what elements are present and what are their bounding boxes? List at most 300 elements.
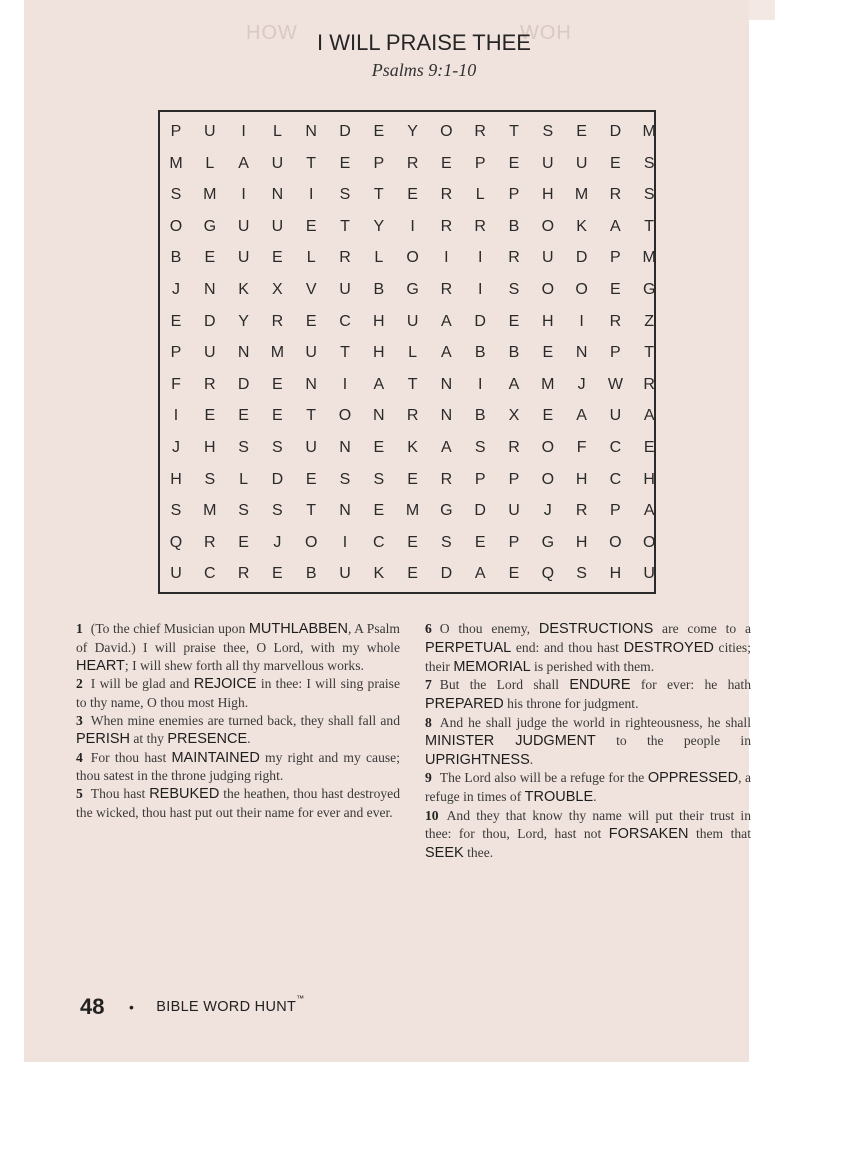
verse-number: 3 xyxy=(76,712,83,728)
grid-letter: R xyxy=(474,217,486,235)
grid-letter: E xyxy=(305,217,317,235)
grid-letter: U xyxy=(339,565,351,583)
verse-text: the heathen, thou hast destroyed the wicked, thou hast put out their name for ever and ever. xyxy=(76,786,401,820)
verse-text: for ever: he hath xyxy=(630,677,751,693)
grid-letter: U xyxy=(339,281,351,298)
grid-letter: E xyxy=(170,312,182,330)
grid-letter: D xyxy=(237,375,250,393)
grid-row xyxy=(160,432,654,464)
grid-letter: U xyxy=(305,344,317,362)
verse xyxy=(76,620,400,675)
grid-letter: E xyxy=(305,312,317,330)
grid-letter: D xyxy=(440,565,453,583)
grid-letter: H xyxy=(575,470,588,488)
grid-letter: O xyxy=(169,217,183,235)
grid-letter: I xyxy=(173,407,179,425)
grid-letter: S xyxy=(272,502,283,520)
grid-letter: G xyxy=(203,217,217,235)
grid-letter: T xyxy=(306,502,317,520)
grid-letter: Q xyxy=(541,565,555,583)
hidden-word: PERPETUAL xyxy=(425,639,512,656)
grid-letter: V xyxy=(305,281,317,298)
verse xyxy=(425,769,751,807)
verses-right-column xyxy=(425,620,751,862)
grid-letter: A xyxy=(441,439,452,456)
grid-letter: F xyxy=(576,439,587,456)
verse-text: ; I will shew forth all thy marvellous works. xyxy=(124,657,364,673)
grid-letter: R xyxy=(440,186,453,204)
verse-text: , A Psalm of David.) I will praise thee, O Lord, with my whole xyxy=(76,621,401,655)
grid-letter: P xyxy=(610,249,621,267)
verse-text: to the people in xyxy=(595,732,752,748)
grid-letter: N xyxy=(305,375,317,393)
grid-letter: P xyxy=(508,186,520,204)
grid-letter: N xyxy=(440,375,453,393)
grid-letter: F xyxy=(171,375,181,393)
grid-letter: U xyxy=(237,249,250,267)
verse-text: The Lord also will be a refuge for the xyxy=(439,770,648,786)
grid-row xyxy=(160,337,654,369)
grid-letter: S xyxy=(238,502,249,520)
grid-letter: E xyxy=(474,533,486,551)
grid-letter: S xyxy=(204,470,216,488)
grid-letter: M xyxy=(574,186,589,204)
grid-letter: C xyxy=(339,312,351,330)
grid-letter: N xyxy=(271,186,284,204)
hidden-word: SEEK xyxy=(425,844,464,861)
grid-letter: L xyxy=(205,154,215,172)
grid-letter: R xyxy=(440,281,453,298)
grid-letter: R xyxy=(609,186,622,204)
hidden-word: PERISH xyxy=(76,730,130,747)
verse-text: his throne for judgment. xyxy=(503,696,639,712)
hidden-word: UPRIGHTNESS xyxy=(425,751,530,768)
verse xyxy=(76,785,400,822)
grid-letter: O xyxy=(609,533,622,551)
grid-letter: A xyxy=(373,375,385,393)
verse-number: 9 xyxy=(425,770,432,786)
grid-row xyxy=(160,306,654,338)
grid-letter: R xyxy=(474,123,486,140)
grid-letter: G xyxy=(440,502,453,520)
grid-letter: A xyxy=(643,502,655,520)
grid-letter: O xyxy=(338,407,352,425)
verse-text: is perished with them. xyxy=(530,658,655,674)
grid-letter: G xyxy=(642,281,656,298)
grid-letter: T xyxy=(644,344,655,362)
grid-letter: E xyxy=(238,533,249,551)
grid-letter: L xyxy=(272,123,282,140)
book-title: BIBLE WORD HUNT xyxy=(156,999,297,1015)
hidden-word: PREPARED xyxy=(425,696,504,713)
grid-letter: B xyxy=(373,281,385,298)
grid-letter: K xyxy=(373,565,385,583)
grid-letter: O xyxy=(541,439,555,456)
grid-letter: L xyxy=(239,470,249,488)
grid-letter: E xyxy=(610,281,621,298)
grid-letter: R xyxy=(406,407,419,425)
footer-bullet: • xyxy=(128,999,134,1015)
grid-letter: W xyxy=(607,375,623,393)
grid-letter: U xyxy=(204,123,216,140)
grid-letter: T xyxy=(340,344,350,362)
grid-letter: R xyxy=(339,249,351,267)
verse xyxy=(425,676,751,714)
grid-letter: M xyxy=(270,344,285,362)
grid-letter: A xyxy=(441,312,452,330)
grid-letter: M xyxy=(405,502,420,520)
grid-letter: E xyxy=(373,439,385,456)
grid-letter: E xyxy=(441,154,452,172)
grid-letter: S xyxy=(272,439,283,456)
grid-letter: U xyxy=(542,154,554,172)
page-number: 48 xyxy=(80,994,105,1019)
grid-letter: E xyxy=(204,249,216,267)
grid-letter: E xyxy=(508,154,520,172)
grid-letter: S xyxy=(643,186,655,204)
grid-letter: I xyxy=(342,533,348,551)
hidden-word: MEMORIAL xyxy=(453,658,531,675)
grid-letter: A xyxy=(643,407,655,425)
grid-letter: K xyxy=(238,281,249,298)
grid-letter: Y xyxy=(373,217,385,235)
grid-letter: A xyxy=(474,565,486,583)
verse-text: And he shall judge the world in righteousness, he shall xyxy=(439,714,751,730)
hidden-word: REBUKED xyxy=(149,786,220,803)
grid-letter: J xyxy=(577,375,586,393)
grid-letter: J xyxy=(172,281,180,298)
grid-row xyxy=(160,495,654,527)
verse xyxy=(76,675,400,712)
grid-letter: E xyxy=(542,344,554,362)
grid-letter: R xyxy=(204,375,216,393)
verse xyxy=(76,749,400,786)
grid-letter: A xyxy=(238,154,249,172)
grid-letter: P xyxy=(170,344,182,362)
grid-letter: R xyxy=(508,249,520,267)
hidden-word: OPPRESSED xyxy=(647,770,739,787)
grid-letter: U xyxy=(508,502,520,520)
verse-text: . xyxy=(593,789,597,805)
grid-letter: J xyxy=(543,502,552,520)
grid-letter: H xyxy=(170,470,182,488)
grid-letter: C xyxy=(609,470,622,488)
grid-letter: B xyxy=(305,565,317,583)
verse-number: 6 xyxy=(425,621,432,636)
grid-letter: U xyxy=(204,344,216,362)
grid-letter: P xyxy=(474,470,486,488)
grid-letter: G xyxy=(406,281,419,298)
grid-letter: Q xyxy=(169,533,183,551)
grid-letter: B xyxy=(170,249,182,267)
grid-letter: U xyxy=(406,312,419,330)
grid-row xyxy=(160,242,654,274)
grid-row xyxy=(160,116,654,148)
grid-letter: S xyxy=(441,533,452,551)
grid-letter: T xyxy=(306,154,317,172)
grid-letter: H xyxy=(204,439,216,456)
grid-letter: S xyxy=(238,439,249,456)
grid-letter: M xyxy=(203,186,217,204)
grid-letter: E xyxy=(643,439,655,456)
grid-letter: E xyxy=(272,407,283,425)
grid-letter: O xyxy=(440,123,453,140)
grid-letter: M xyxy=(169,154,183,172)
verse-text: And they that know thy name will put their trust in thee: for thou, Lord, hast not xyxy=(425,807,751,841)
grid-letter: X xyxy=(508,407,520,425)
grid-letter: A xyxy=(576,407,587,425)
hidden-word: MAINTAINED xyxy=(171,749,260,766)
grid-letter: E xyxy=(272,249,283,267)
verse xyxy=(425,714,751,769)
grid-letter: C xyxy=(204,565,216,583)
grid-letter: S xyxy=(643,154,655,172)
grid-letter: S xyxy=(576,565,587,583)
grid-letter: D xyxy=(204,312,216,330)
verse-text: . xyxy=(529,751,534,767)
grid-letter: O xyxy=(541,217,555,235)
verse-text: are come to a xyxy=(653,621,751,636)
verse-number: 1 xyxy=(76,621,83,636)
verse-text: O thou enemy, xyxy=(439,621,539,636)
grid-letter: T xyxy=(407,375,418,393)
grid-letter: E xyxy=(407,470,418,488)
grid-letter: S xyxy=(508,281,520,298)
grid-letter: H xyxy=(373,344,385,362)
verse-text: end: and thou hast xyxy=(511,639,624,655)
grid-letter: O xyxy=(575,281,588,298)
grid-letter: S xyxy=(339,470,351,488)
verse-text: (To the chief Musician upon xyxy=(90,621,249,636)
grid-letter: A xyxy=(610,217,621,235)
grid-letter: E xyxy=(610,154,621,172)
grid-letter: K xyxy=(576,217,587,235)
grid-letter: I xyxy=(241,123,246,140)
word-search-grid xyxy=(158,110,656,594)
grid-letter: I xyxy=(342,375,348,393)
grid-letter: H xyxy=(542,186,554,204)
grid-letter: T xyxy=(373,186,384,204)
grid-letter: E xyxy=(339,154,351,172)
grid-letter: E xyxy=(272,565,283,583)
grid-letter: E xyxy=(407,533,418,551)
grid-letter: N xyxy=(237,344,250,362)
verse xyxy=(425,807,751,862)
hidden-word: TROUBLE xyxy=(524,789,594,806)
grid-letter: D xyxy=(474,312,486,330)
scripture-reference: Psalms 9:1-10 xyxy=(371,60,477,80)
verse-number: 10 xyxy=(425,807,439,823)
grid-letter: N xyxy=(305,123,317,140)
grid-letter: H xyxy=(643,470,655,488)
trademark-symbol: ™ xyxy=(296,994,305,1003)
verse xyxy=(76,712,400,749)
grid-row xyxy=(160,464,654,496)
grid-letter: E xyxy=(407,565,418,583)
grid-letter: R xyxy=(271,312,284,330)
grid-letter: T xyxy=(509,123,519,140)
grid-letter: I xyxy=(241,186,246,204)
grid-letter: U xyxy=(575,154,588,172)
verses-left-column xyxy=(76,620,400,822)
grid-letter: N xyxy=(339,502,351,520)
grid-letter: R xyxy=(643,375,655,393)
grid-letter: C xyxy=(373,533,385,551)
grid-letter: B xyxy=(474,407,486,425)
bleed-through-text-right: WOH xyxy=(520,22,572,44)
grid-letter: R xyxy=(204,533,216,551)
grid-letter: O xyxy=(541,281,555,298)
verse-text: When mine enemies are turned back, they shall fall and xyxy=(90,712,400,728)
verse-number: 2 xyxy=(76,676,83,692)
grid-letter: U xyxy=(271,154,284,172)
grid-letter: J xyxy=(172,439,180,456)
grid-letter: U xyxy=(609,407,622,425)
grid-letter: D xyxy=(609,123,622,140)
verse-number: 7 xyxy=(425,677,432,693)
grid-letter: R xyxy=(440,217,453,235)
verse-text: But the Lord shall xyxy=(439,677,570,693)
grid-letter: I xyxy=(477,249,483,267)
verse-text: Thou hast xyxy=(90,786,150,802)
grid-letter: R xyxy=(508,439,520,456)
grid-letter: I xyxy=(477,281,483,298)
verse-text: thee. xyxy=(463,844,494,860)
grid-letter: E xyxy=(407,186,418,204)
grid-letter: P xyxy=(373,154,385,172)
grid-letter: R xyxy=(237,565,250,583)
grid-letter: T xyxy=(306,407,317,425)
verse-text: , a refuge in times of xyxy=(425,770,751,805)
verse-text: at thy xyxy=(130,730,168,746)
grid-letter: U xyxy=(170,565,182,583)
grid-letter: Y xyxy=(407,123,418,140)
grid-letter: U xyxy=(271,217,284,235)
bleed-through-text-left: HOW xyxy=(246,22,298,44)
grid-row xyxy=(160,179,654,211)
grid-letter: P xyxy=(508,533,520,551)
puzzle-title: I WILL PRAISE THEE xyxy=(317,30,531,55)
grid-letter: N xyxy=(373,407,385,425)
grid-letter: I xyxy=(444,249,449,267)
grid-letter: I xyxy=(477,375,483,393)
grid-letter: C xyxy=(609,439,622,456)
grid-letter: H xyxy=(542,312,554,330)
grid-letter: E xyxy=(542,407,554,425)
grid-letter: S xyxy=(170,186,182,204)
grid-letter: L xyxy=(408,344,418,362)
grid-letter: O xyxy=(541,470,555,488)
grid-letter: I xyxy=(308,186,314,204)
verse xyxy=(425,620,751,676)
grid-letter: S xyxy=(373,470,385,488)
grid-letter: T xyxy=(644,217,655,235)
grid-letter: J xyxy=(273,533,282,551)
hidden-word: DESTRUCTIONS xyxy=(538,621,654,637)
grid-letter: A xyxy=(441,344,452,362)
grid-letter: P xyxy=(508,470,520,488)
grid-letter: D xyxy=(271,470,284,488)
grid-letter: L xyxy=(306,249,316,267)
grid-letter: K xyxy=(407,439,418,456)
grid-letter: N xyxy=(339,439,351,456)
grid-letter: I xyxy=(579,312,584,330)
grid-letter: N xyxy=(575,344,588,362)
grid-letter: O xyxy=(642,533,656,551)
grid-letter: T xyxy=(340,217,350,235)
grid-letter: A xyxy=(508,375,520,393)
grid-letter: O xyxy=(406,249,419,267)
grid-letter: Y xyxy=(238,312,249,330)
grid-letter: L xyxy=(374,249,384,267)
grid-letter: M xyxy=(642,249,656,267)
grid-letter: S xyxy=(542,123,554,140)
grid-letter: Z xyxy=(644,312,655,330)
verse-text: my right and my cause; thou satest in the throne judging right. xyxy=(76,749,400,784)
hidden-word: DESTROYED xyxy=(623,639,714,656)
grid-letter: R xyxy=(575,502,588,520)
grid-letter: L xyxy=(475,186,485,204)
grid-letter: P xyxy=(474,154,486,172)
grid-letter: E xyxy=(204,407,216,425)
grid-letter: D xyxy=(339,123,351,140)
hidden-word: MUTHLABBEN xyxy=(248,621,348,637)
hidden-word: ENDURE xyxy=(569,677,631,694)
verse-text: cities; their xyxy=(425,639,751,674)
verse-text: them that xyxy=(688,825,751,841)
grid-letter: O xyxy=(304,533,318,551)
grid-letter: E xyxy=(508,312,520,330)
grid-letter: S xyxy=(474,439,486,456)
grid-letter: U xyxy=(237,217,250,235)
verse-text: . xyxy=(247,730,251,746)
grid-letter: M xyxy=(541,375,555,393)
grid-row xyxy=(160,369,654,401)
hidden-word: REJOICE xyxy=(193,676,257,693)
page-footer xyxy=(80,994,304,1020)
grid-letter: M xyxy=(203,502,217,520)
grid-row xyxy=(160,527,654,559)
grid-row xyxy=(160,211,654,243)
verse-number: 5 xyxy=(76,786,83,802)
grid-letter: B xyxy=(508,217,520,235)
grid-row xyxy=(160,558,654,590)
grid-letter: U xyxy=(542,249,554,267)
verse-text: in thee: I will sing praise to thy name, O thou most High. xyxy=(76,676,400,711)
grid-letter: D xyxy=(575,249,588,267)
grid-letter: E xyxy=(373,123,385,140)
verse-text: I will be glad and xyxy=(90,676,194,692)
grid-letter: M xyxy=(642,123,656,140)
grid-letter: H xyxy=(609,565,622,583)
grid-letter: B xyxy=(508,344,520,362)
grid-row xyxy=(160,400,654,432)
grid-letter: P xyxy=(610,502,621,520)
grid-row xyxy=(160,274,654,306)
grid-letter: U xyxy=(643,565,655,583)
verse-number: 8 xyxy=(425,714,432,730)
verse-number: 4 xyxy=(76,749,83,765)
grid-letter: S xyxy=(170,502,182,520)
grid-letter: R xyxy=(609,312,622,330)
grid-letter: B xyxy=(474,344,486,362)
hidden-word: PRESENCE xyxy=(167,730,248,747)
grid-letter: H xyxy=(575,533,588,551)
grid-letter: P xyxy=(610,344,621,362)
grid-letter: X xyxy=(272,281,283,298)
grid-letter: D xyxy=(474,502,486,520)
page-edge xyxy=(749,0,775,20)
